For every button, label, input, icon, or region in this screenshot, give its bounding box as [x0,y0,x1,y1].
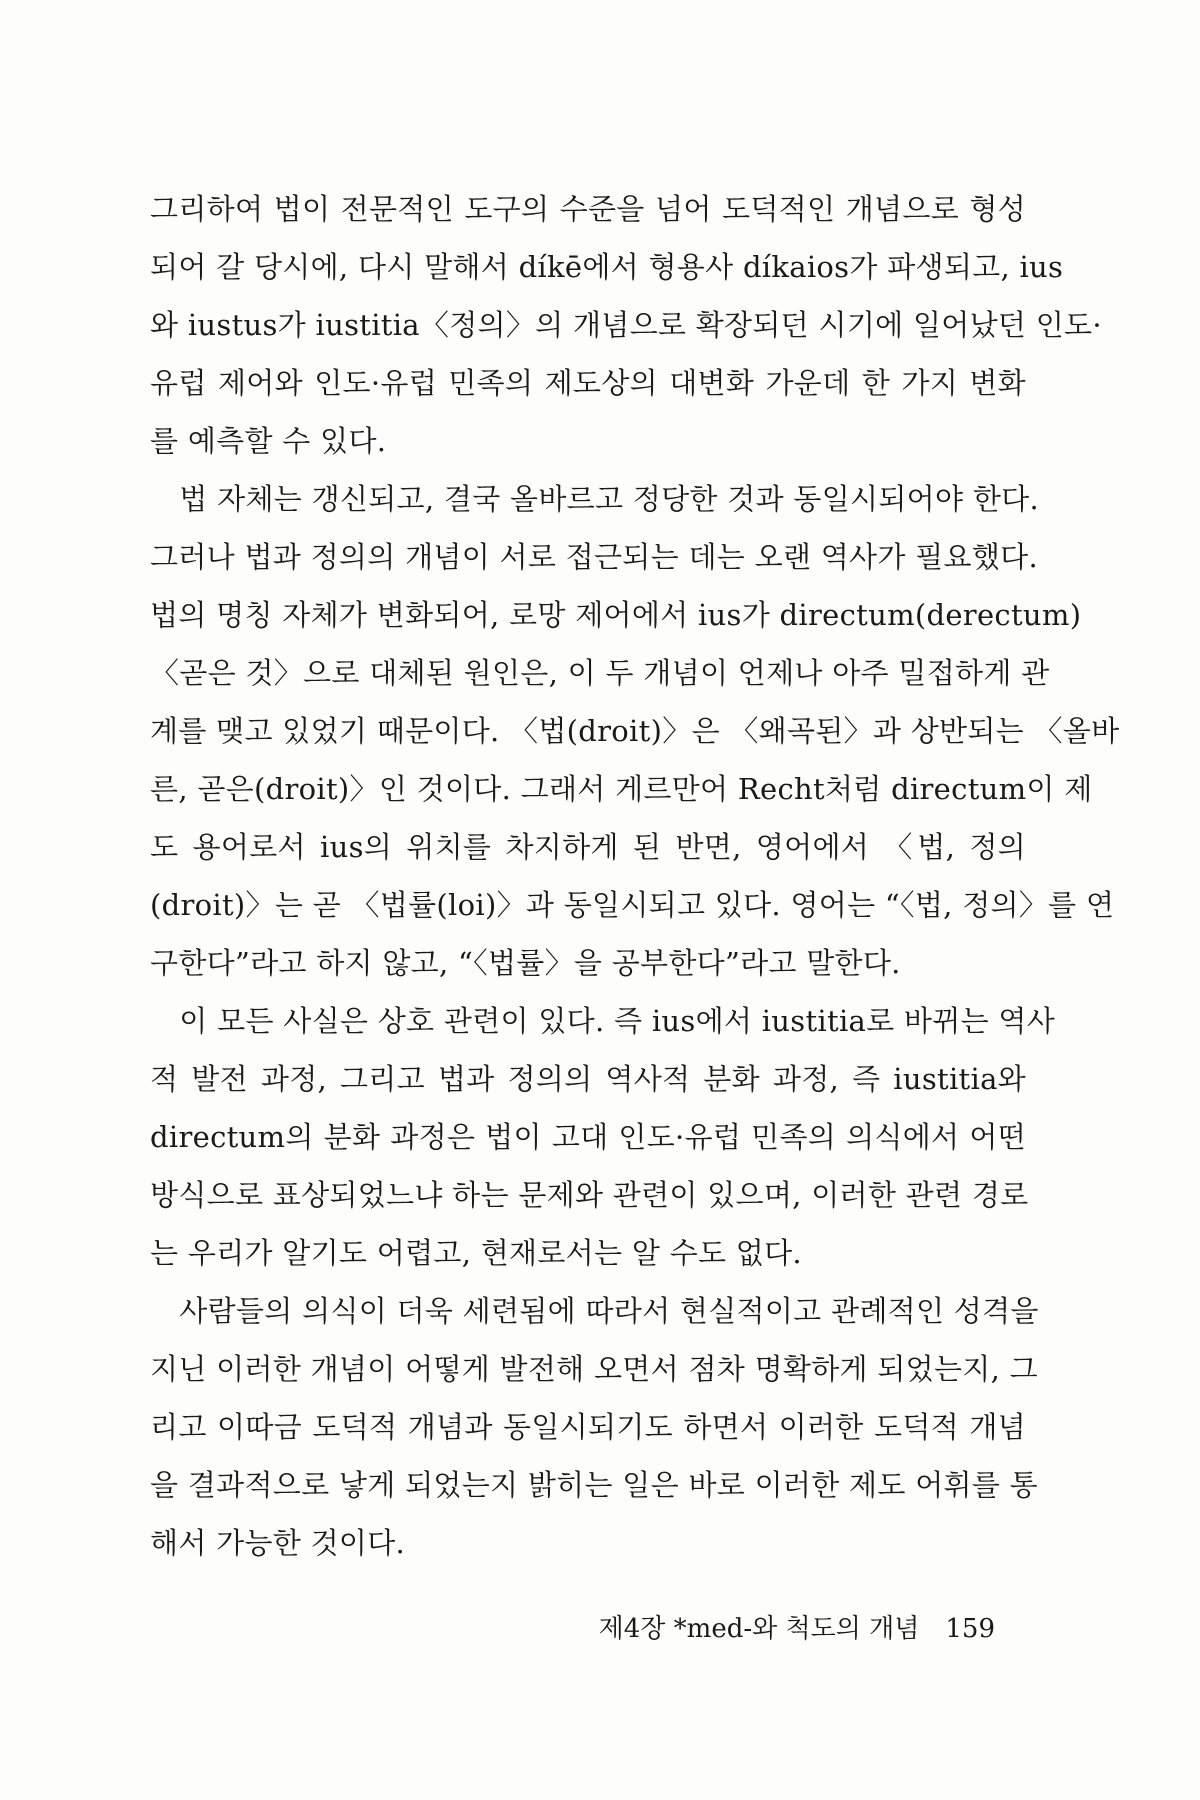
text-line: 적 발전 과정, 그리고 법과 정의의 역사적 분화 과정, 즉 iustitia와 [150,1062,1026,1096]
text-line: 를 예측할 수 있다. [150,424,387,458]
text-line: 〈곧은 것〉으로 대체된 원인은, 이 두 개념이 언제나 아주 밀접하게 관 [150,656,1050,690]
text-line: 는 우리가 알기도 어렵고, 현재로서는 알 수도 없다. [150,1236,802,1270]
text-line: 해서 가능한 것이다. [150,1526,406,1560]
text-line: 법의 명칭 자체가 변화되어, 로망 제어에서 ius가 directum(derectum) [150,598,1082,632]
text-line: 와 iustus가 iustitia〈정의〉의 개념으로 확장되던 시기에 일어났던 인도· [150,308,1102,342]
chapter-title: 제4장 *med-와 척도의 개념 [598,1614,920,1644]
text-line: 리고 이따금 도덕적 개념과 동일시되기도 하면서 이러한 도덕적 개념 [150,1410,1026,1444]
running-footer [599,1608,995,1645]
text-line: (droit)〉는 곧 〈법률(loi)〉과 동일시되고 있다. 영어는 “〈법, 정의〉를 연 [150,888,1115,922]
text-line: 도 용어로서 ius의 위치를 차지하게 된 반면, 영어에서 〈법, 정의 [150,830,1026,864]
page-number: 159 [945,1614,995,1644]
text-line: 을 결과적으로 낳게 되었는지 밝히는 일은 바로 이러한 제도 어휘를 통 [150,1468,1038,1502]
text-line: 른, 곧은(droit)〉인 것이다. 그래서 게르만어 Recht처럼 directum이 제 [150,772,1093,806]
paragraph-3 [150,992,1056,1282]
text-line: 지닌 이러한 개념이 어떻게 발전해 오면서 점차 명확하게 되었는지, 그 [150,1352,1038,1386]
text-line: 사람들의 의식이 더욱 세련됨에 따라서 현실적이고 관례적인 성격을 [150,1294,1039,1328]
paragraph-4 [150,1282,1039,1572]
text-line: 계를 맺고 있었기 때문이다. 〈법(droit)〉은 〈왜곡된〉과 상반되는 〈올바 [150,714,1120,748]
paragraph-1 [150,180,1102,470]
text-line: 방식으로 표상되었느냐 하는 문제와 관련이 있으며, 이러한 관련 경로 [150,1178,1029,1212]
text-line: 되어 갈 당시에, 다시 말해서 díkē에서 형용사 díkaios가 파생되고, ius [150,250,1064,284]
text-line: 구한다”라고 하지 않고, “〈법률〉을 공부한다”라고 말한다. [150,946,901,980]
text-line: 법 자체는 갱신되고, 결국 올바르고 정당한 것과 동일시되어야 한다. [150,482,1039,516]
text-line: 이 모든 사실은 상호 관련이 있다. 즉 ius에서 iustitia로 바뀌는 역사 [150,1004,1056,1038]
body-text [150,180,1120,1572]
text-line: 그러나 법과 정의의 개념이 서로 접근되는 데는 오랜 역사가 필요했다. [150,540,1038,574]
text-line: 그리하여 법이 전문적인 도구의 수준을 넘어 도덕적인 개념으로 형성 [150,192,1026,226]
text-line: directum의 분화 과정은 법이 고대 인도·유럽 민족의 의식에서 어떤 [150,1120,1026,1154]
paragraph-2 [150,470,1120,992]
text-line: 유럽 제어와 인도·유럽 민족의 제도상의 대변화 가운데 한 가지 변화 [150,366,1026,400]
